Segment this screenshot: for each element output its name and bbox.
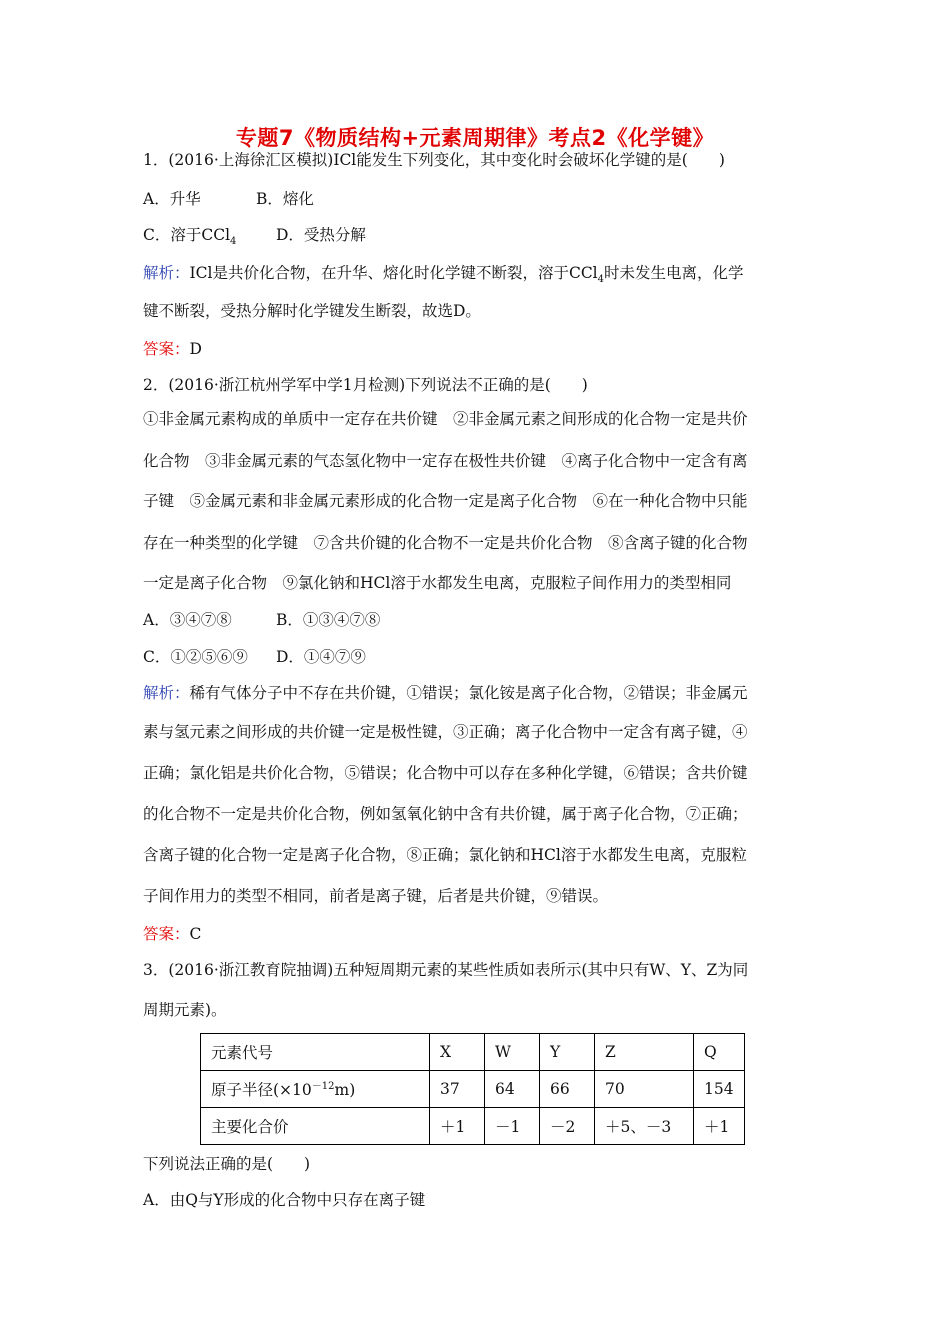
q2-option-a: A．③④⑦⑧	[143, 611, 232, 629]
q2-analysis-line: 的化合物不一定是共价化合物，例如氢氧化钠中含有共价键，属于离子化合物，⑦正确；	[143, 805, 748, 823]
analysis-label: 解析：	[143, 684, 190, 702]
table-row	[201, 1071, 745, 1108]
table-cell: ＋1	[694, 1108, 745, 1145]
q1-answer: 答案：D	[143, 340, 202, 358]
q2-analysis-line: 正确；氯化铝是共价化合物，⑤错误；化合物中可以存在多种化学键，⑥错误；含共价键	[143, 764, 748, 782]
q2-statement-line: 化合物 ③非金属元素的气态氢化物中一定存在极性共价键 ④离子化合物中一定含有离	[143, 452, 748, 470]
q2-statement-line: 子键 ⑤金属元素和非金属元素形成的化合物一定是离子化合物 ⑥在一种化合物中只能	[143, 492, 748, 510]
q1-option-b: B．熔化	[256, 190, 314, 208]
q2-statement-line: 存在一种类型的化学键 ⑦含共价键的化合物不一定是共价化合物 ⑧含离子键的化合物	[143, 534, 748, 552]
table-cell: 主要化合价	[201, 1108, 430, 1145]
table-cell: 64	[485, 1071, 540, 1108]
table-cell: 66	[540, 1071, 595, 1108]
q2-stem: 2．(2016·浙江杭州学军中学1月检测)下列说法不正确的是( )	[143, 376, 588, 394]
table-cell: ＋5、－3	[595, 1108, 694, 1145]
q2-analysis-line: 解析：稀有气体分子中不存在共价键，①错误；氯化铵是离子化合物，②错误；非金属元	[143, 684, 748, 702]
q1-option-c: C．溶于CCl$_4$	[143, 226, 237, 248]
q2-option-d: D．①④⑦⑨	[276, 648, 366, 666]
q1-option-a: A．升华	[143, 190, 201, 208]
answer-label: 答案：	[143, 340, 190, 358]
q2-statement-line: 一定是离子化合物 ⑨氯化钠和HCl溶于水都发生电离，克服粒子间作用力的类型相同	[143, 574, 732, 592]
table-cell: Q	[694, 1034, 745, 1071]
table-row	[201, 1034, 745, 1071]
table-cell: －1	[485, 1108, 540, 1145]
q3-question: 下列说法正确的是( )	[143, 1155, 311, 1173]
document-title: 专题7《物质结构+元素周期律》考点2《化学键》	[235, 126, 715, 150]
table-row	[201, 1108, 745, 1145]
q3-stem-line-2: 周期元素)。	[143, 1001, 227, 1019]
table-cell: 70	[595, 1071, 694, 1108]
q2-option-c: C．①②⑤⑥⑨	[143, 648, 248, 666]
q3-option-a: A．由Q与Y形成的化合物中只存在离子键	[143, 1191, 426, 1209]
q1-stem: 1．(2016·上海徐汇区模拟)ICl能发生下列变化，其中变化时会破坏化学键的是( )	[143, 151, 725, 169]
table-cell: Y	[540, 1034, 595, 1071]
table-cell: －2	[540, 1108, 595, 1145]
q2-analysis-line: 素与氢元素之间形成的共价键一定是极性键，③正确；离子化合物中一定含有离子键，④	[143, 723, 748, 741]
q1-option-d: D．受热分解	[276, 226, 366, 244]
q2-analysis-line: 含离子键的化合物一定是离子化合物，⑧正确；氯化钠和HCl溶于水都发生电离，克服粒	[143, 846, 747, 864]
analysis-label: 解析：	[143, 264, 190, 282]
table-cell: 原子半径$(\times 10^{-12}m)$	[201, 1071, 430, 1108]
q3-stem-line-1: 3．(2016·浙江教育院抽调)五种短周期元素的某些性质如表所示(其中只有W、Y、Z为同	[143, 961, 749, 979]
q2-analysis-line: 子间作用力的类型不相同，前者是离子键，后者是共价键，⑨错误。	[143, 887, 609, 905]
table-cell: W	[485, 1034, 540, 1071]
element-properties-table	[200, 1033, 745, 1145]
table-cell: ＋1	[430, 1108, 485, 1145]
q2-option-b: B．①③④⑦⑧	[276, 611, 381, 629]
table-cell: X	[430, 1034, 485, 1071]
table-cell: 37	[430, 1071, 485, 1108]
q2-statement-line: ①非金属元素构成的单质中一定存在共价键 ②非金属元素之间形成的化合物一定是共价	[143, 410, 748, 428]
q1-analysis-line-1: 解析：ICl是共价化合物，在升华、熔化时化学键不断裂，溶于CCl$_4$时未发生电离，化学	[143, 264, 744, 286]
q1-analysis-line-2: 键不断裂，受热分解时化学键发生断裂，故选D。	[143, 302, 481, 320]
q2-answer: 答案：C	[143, 925, 202, 943]
table-cell: Z	[595, 1034, 694, 1071]
table-cell: 154	[694, 1071, 745, 1108]
answer-label: 答案：	[143, 925, 190, 943]
table-cell: 元素代号	[201, 1034, 430, 1071]
